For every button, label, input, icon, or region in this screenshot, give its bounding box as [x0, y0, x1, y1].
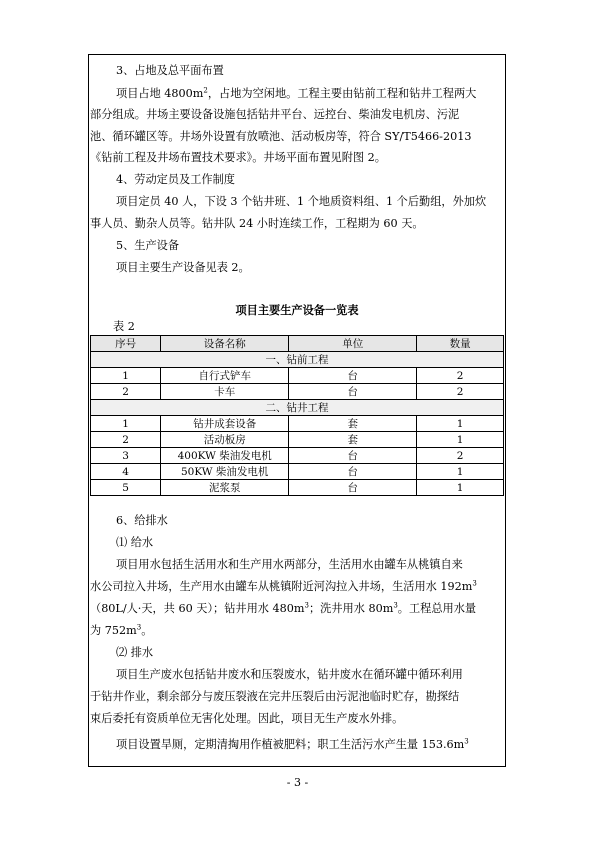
cell-index: 2 [91, 432, 161, 448]
table-row [91, 480, 504, 496]
cell-index: 5 [91, 480, 161, 496]
page-number: - 3 - [286, 776, 309, 789]
cell-index: 1 [91, 368, 161, 384]
cell-quantity: 1 [417, 480, 504, 496]
cell-unit: 台 [289, 448, 417, 464]
supply-line-3: （80L/人·天，共 60 天）；钻井用水 $480m^3$；洗井用水 $80m^3$。工程总用水量 [90, 602, 477, 615]
group-label: 二、钻井工程 [91, 400, 504, 416]
cell-quantity: 2 [417, 368, 504, 384]
cell-quantity: 1 [417, 416, 504, 432]
cell-index: 3 [91, 448, 161, 464]
section-3-line-1: 项目占地 $4800m^2$，占地为空闲地。工程主要由钻前工程和钻井工程两大 [116, 87, 477, 100]
cell-quantity: 2 [417, 384, 504, 400]
section-4-line-1: 项目定员 40 人，下设 3 个钻井班、1 个地质资料组、1 个后勤组，外加炊 [116, 195, 487, 208]
cell-quantity: 1 [417, 432, 504, 448]
cell-name: 50KW 柴油发电机 [161, 464, 289, 480]
cell-unit: 套 [289, 416, 417, 432]
cell-name: 活动板房 [161, 432, 289, 448]
equipment-table [90, 335, 504, 496]
group-label: 一、钻前工程 [91, 352, 504, 368]
drainage-line-3: 束后委托有资质单位无害化处理。因此，项目无生产废水外排。 [90, 712, 404, 725]
table-row [91, 368, 504, 384]
cell-name: 钻井成套设备 [161, 416, 289, 432]
header-index: 序号 [91, 336, 161, 352]
drainage-line-1: 项目生产废水包括钻井废水和压裂废水，钻井废水在循环罐中循环利用 [116, 668, 463, 681]
section-3-line-4: 《钻前工程及井场布置技术要求》。井场平面布置见附图 2。 [90, 151, 386, 164]
supply-line-1: 项目用水包括生活用水和生产用水两部分，生活用水由罐车从桃镇自来 [116, 558, 463, 571]
cell-quantity: 2 [417, 448, 504, 464]
subsection-drainage: ⑵ 排水 [116, 646, 154, 659]
section-5-heading: 5、生产设备 [116, 239, 180, 252]
cell-index: 4 [91, 464, 161, 480]
drainage-line-2: 于钻井作业，剩余部分与废压裂液在完井压裂后由污泥池临时贮存，勘探结 [90, 690, 460, 703]
section-4-line-2: 事人员、勤杂人员等。钻井队 24 小时连续工作，工程期为 60 天。 [90, 217, 424, 230]
cell-name: 自行式铲车 [161, 368, 289, 384]
section-3-line-2: 部分组成。井场主要设备设施包括钻井平台、远控台、柴油发电机房、污泥 [90, 108, 460, 121]
table-row [91, 416, 504, 432]
cell-unit: 台 [289, 368, 417, 384]
cell-index: 2 [91, 384, 161, 400]
group-row [91, 352, 504, 368]
supply-line-2: 水公司拉入井场，生产用水由罐车从桃镇附近河沟拉入井场，生活用水 $192m^3$ [90, 580, 477, 593]
section-6-heading: 6、给排水 [116, 514, 168, 527]
group-row [91, 400, 504, 416]
table-row [91, 448, 504, 464]
supply-line-4: 为 $752m^3$。 [90, 624, 153, 637]
cell-name: 400KW 柴油发电机 [161, 448, 289, 464]
table-label: 表 2 [113, 320, 135, 333]
header-unit: 单位 [289, 336, 417, 352]
cell-unit: 套 [289, 432, 417, 448]
cell-unit: 台 [289, 384, 417, 400]
subsection-water-supply: ⑴ 给水 [116, 536, 154, 549]
section-3-line-3: 池、循环罐区等。井场外设置有放喷池、活动板房等，符合 SY/T5466-2013 [90, 130, 472, 143]
cell-unit: 台 [289, 464, 417, 480]
table-header-row [91, 336, 504, 352]
header-quantity: 数量 [417, 336, 504, 352]
section-4-heading: 4、劳动定员及工作制度 [116, 173, 235, 186]
cell-quantity: 1 [417, 464, 504, 480]
cell-name: 卡车 [161, 384, 289, 400]
table-row [91, 432, 504, 448]
sewage-line-1: 项目设置旱厕，定期清掏用作植被肥料；职工生活污水产生量 $153.6m^3$ [116, 738, 469, 751]
cell-index: 1 [91, 416, 161, 432]
table-row [91, 464, 504, 480]
section-3-heading: 3、占地及总平面布置 [116, 64, 224, 77]
table-title: 项目主要生产设备一览表 [235, 303, 359, 317]
table-row [91, 384, 504, 400]
cell-name: 泥浆泵 [161, 480, 289, 496]
header-name: 设备名称 [161, 336, 289, 352]
cell-unit: 台 [289, 480, 417, 496]
section-5-intro: 项目主要生产设备见表 2。 [116, 261, 250, 274]
